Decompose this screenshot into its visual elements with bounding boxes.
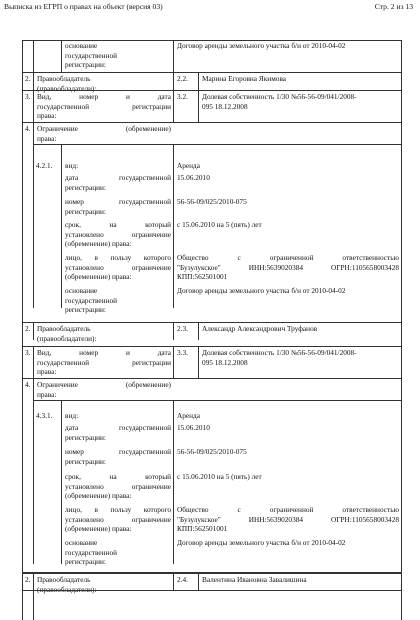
basis-value: Договор аренды земельного участка б/н от 2010-04-02 xyxy=(177,538,346,547)
row-divider xyxy=(61,144,62,308)
row-number: 2. xyxy=(25,575,31,584)
right-label: Вид, номер и дата государственной регистрации права: xyxy=(37,92,171,121)
row-divider xyxy=(198,322,199,340)
right-value: Долевая собственность 1/30 №56-56-09/041/2008- 095 18.12.2008 xyxy=(202,92,357,111)
right-label: Вид, номер и дата государственной регистрации права: xyxy=(37,348,171,377)
reg-number-label: номер государственной регистрации: xyxy=(65,197,171,216)
row-divider xyxy=(198,572,199,590)
row-divider xyxy=(173,40,174,72)
document-title: Выписка из ЕГРП о правах на объект (версия 03) xyxy=(4,2,163,11)
row-divider xyxy=(61,40,62,72)
row-number: 2. xyxy=(25,324,31,333)
row-divider xyxy=(33,90,34,122)
row-divider xyxy=(33,322,34,340)
basis-value: Договор аренды земельного участка б/н от 2010-04-02 xyxy=(177,286,346,295)
holder-number: 2.3. xyxy=(177,324,188,333)
right-number: 3.2. xyxy=(177,92,188,101)
basis-label: основание государственной регистрации: xyxy=(65,286,118,315)
row-divider xyxy=(173,90,174,122)
holder-name: Марина Егоровна Якимова xyxy=(202,74,287,83)
encumbrance-number: 4.3.1. xyxy=(36,411,53,420)
rights-table xyxy=(22,40,402,620)
reg-number-value: 56-56-09/025/2010-075 xyxy=(177,197,247,206)
basis-label: основание государственной регистрации: xyxy=(65,41,118,70)
holder-number: 2.4. xyxy=(177,575,188,584)
reg-number-value: 56-56-09/025/2010-075 xyxy=(177,447,247,456)
reg-number-label: номер государственной регистрации: xyxy=(65,447,171,466)
encumbrance-label: Ограничение (обременение) права: xyxy=(37,124,171,143)
term-label: срок, на который установлено ограничение (обременение) права: xyxy=(65,220,171,249)
holder-label: Правообладатель (правообладатели): xyxy=(37,74,97,93)
beneficiary-value: Общество с ограниченной ответственностью "Бузулукское" ИНН:5639020384 ОГРН:1105658003428 КПП:562501001 xyxy=(177,253,399,282)
term-label: срок, на который установлено ограничение (обременение) права: xyxy=(65,472,171,501)
row-number: 3. xyxy=(25,92,31,101)
holder-number: 2.2. xyxy=(177,74,188,83)
holder-name: Валентина Ивановна Завалишина xyxy=(202,575,307,584)
reg-date-label: дата государственной регистрации: xyxy=(65,173,171,192)
row-number: 4. xyxy=(25,124,31,133)
row-divider xyxy=(33,122,34,308)
encumbrance-label: Ограничение (обременение) права: xyxy=(37,380,171,399)
row-number: 2. xyxy=(25,74,31,83)
row-divider xyxy=(61,400,62,564)
row-number: 3. xyxy=(25,348,31,357)
row-number: 4. xyxy=(25,380,31,389)
right-number: 3.3. xyxy=(177,348,188,357)
right-value: Долевая собственность 1/30 №56-56-09/041/2008- 095 18.12.2008 xyxy=(202,348,357,367)
row-divider xyxy=(173,322,174,340)
page-header xyxy=(0,0,420,14)
row-divider xyxy=(173,572,174,590)
term-value: с 15.06.2010 на 5 (пять) лет xyxy=(177,472,262,481)
row-divider xyxy=(198,72,199,90)
row-divider xyxy=(33,378,34,564)
beneficiary-value: Общество с ограниченной ответственностью "Бузулукское" ИНН:5639020384 ОГРН:1105658003428 КПП:562501001 xyxy=(177,505,399,534)
row-divider xyxy=(33,572,34,620)
type-value: Аренда xyxy=(177,411,201,420)
reg-date-value: 15.06.2010 xyxy=(177,173,210,182)
row-divider xyxy=(33,346,34,378)
type-value: Аренда xyxy=(177,161,201,170)
reg-date-label: дата государственной регистрации: xyxy=(65,423,171,442)
type-label: вид: xyxy=(65,161,79,170)
basis-value: Договор аренды земельного участка б/н от 2010-04-02 xyxy=(177,41,346,50)
beneficiary-label: лицо, в пользу которого установлено ограничение (обременение) права: xyxy=(65,505,171,534)
holder-label: Правообладатель (правообладатели): xyxy=(37,324,97,343)
row-divider xyxy=(173,400,174,564)
type-label: вид: xyxy=(65,411,79,420)
basis-label: основание государственной регистрации: xyxy=(65,538,118,567)
page-number: Стр. 2 из 13 xyxy=(374,2,413,11)
holder-label: Правообладатель (правообладатели): xyxy=(37,575,97,594)
reg-date-value: 15.06.2010 xyxy=(177,423,210,432)
term-value: с 15.06.2010 на 5 (пять) лет xyxy=(177,220,262,229)
row-divider xyxy=(33,72,34,90)
holder-name: Александр Александрович Труфанов xyxy=(202,324,318,333)
row-divider xyxy=(198,90,199,122)
row-divider xyxy=(173,72,174,90)
row-divider xyxy=(173,144,174,308)
row-divider xyxy=(173,346,174,378)
row-divider xyxy=(33,40,34,72)
encumbrance-number: 4.2.1. xyxy=(36,161,53,170)
beneficiary-label: лицо, в пользу которого установлено ограничение (обременение) права: xyxy=(65,253,171,282)
row-divider xyxy=(198,346,199,378)
